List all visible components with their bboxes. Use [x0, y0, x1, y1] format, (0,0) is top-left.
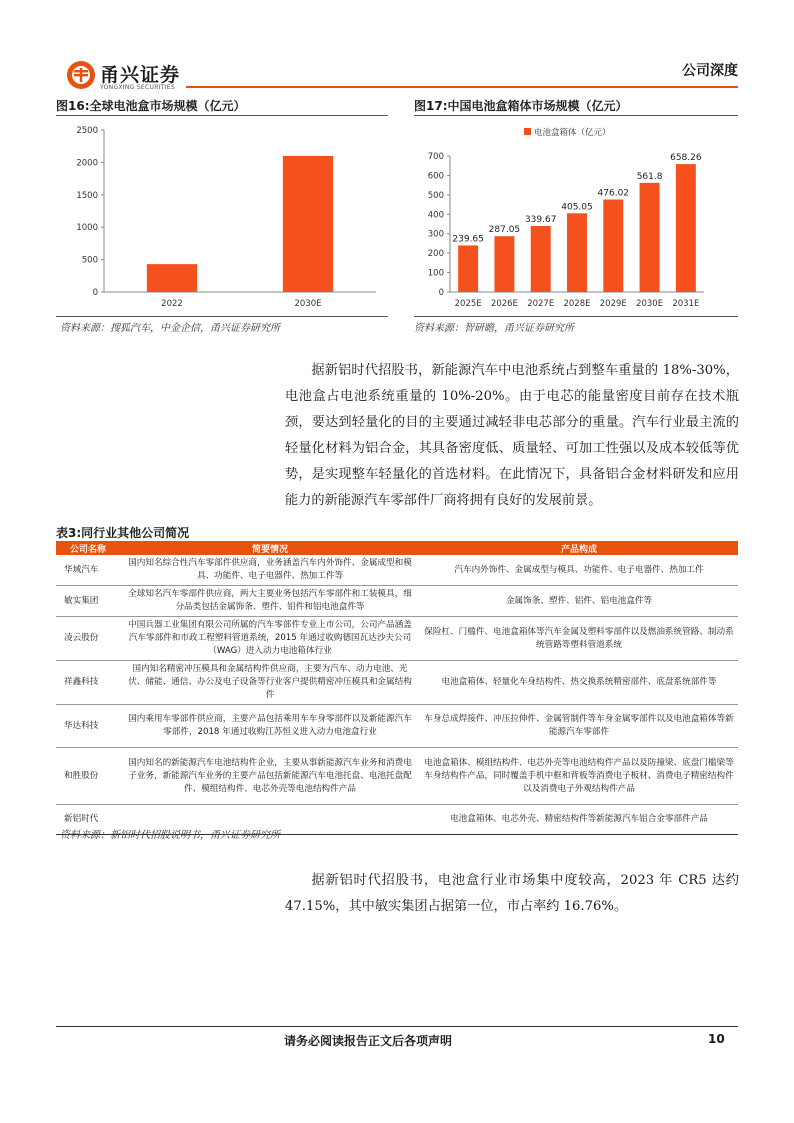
y-tick-label: 1500	[76, 190, 98, 201]
bar	[283, 156, 333, 292]
paragraph-1-text: 据新铝时代招股书，新能源汽车中电池系统占到整车重量的 18%-30%，电池盒占电池系统重量的 10%-20%。由于电芯的能量密度目前存在技术瓶颈，要达到轻量化的目的主要通过减轻非电芯部分的重量。汽车行业最主流的轻量化材料为铝合金，其具备密度低、质量轻、可加工性强以及成本较低等优势，是实现整车轻量化的首选材料。在此情况下，具备铝合金材料研发和应用能力的新能源汽车零部件厂商将拥有良好的发展前景。	[285, 363, 739, 508]
y-tick-label: 200	[427, 249, 444, 260]
company-products: 电池盒箱体、电芯外壳、精密结构件等新能源汽车铝合金零部件产品	[420, 805, 738, 835]
y-tick-label: 500	[81, 255, 98, 266]
data-label: 658.26	[670, 153, 702, 164]
bar	[676, 164, 696, 292]
table-title: 表3:同行业其他公司简况	[56, 526, 190, 540]
paragraph-2-text: 据新铝时代招股书，电池盒行业市场集中度较高，2023 年 CR5 达约 47.15%，其中敏实集团占据第一位，市占率约 16.76%。	[285, 873, 739, 914]
header-rule	[186, 86, 738, 88]
y-tick-label: 100	[427, 268, 444, 279]
data-label: 476.02	[597, 188, 630, 199]
x-tick-label: 2025E	[454, 299, 482, 309]
footer-disclaimer: 请务必阅读报告正文后各项声明	[284, 1034, 453, 1048]
body-paragraph-1	[285, 358, 739, 514]
company-summary: 国内知名综合性汽车零部件供应商，业务涵盖汽车内外饰件、金属成型和模具、功能件、电子电器件、热加工件等	[120, 555, 420, 586]
body-paragraph-2	[285, 868, 739, 920]
company-summary: 中国兵器工业集团有限公司所属的汽车零部件专业上市公司，公司产品涵盖汽车零部件和市政工程塑料管道系统，2015 年通过收购德国瓦达沙夫公司（WAG）进入动力电池箱体行业	[120, 617, 420, 661]
y-tick-label: 0	[438, 288, 444, 298]
figure16-rule	[56, 115, 388, 116]
company-products: 金属饰条、塑件、铝件、铝电池盒件等	[420, 586, 738, 617]
y-tick-label: 300	[427, 229, 444, 240]
table-row	[56, 555, 738, 586]
table-row	[56, 586, 738, 617]
brand-name-en: YONGXING SECURITIES	[100, 84, 175, 91]
company-name: 敏实集团	[56, 586, 120, 617]
x-tick-label: 2027E	[527, 299, 555, 309]
peer-company-table	[56, 541, 738, 835]
bar	[603, 200, 623, 292]
y-tick-label: 2500	[76, 126, 98, 136]
company-summary: 国内乘用车零部件供应商，主要产品包括乘用车车身零部件以及新能源汽车零部件，2018 年通过收购江苏恒义进入动力电池盒行业	[120, 705, 420, 748]
company-products: 保险杠、门槛件、电池盒箱体等汽车金属及塑料零部件以及燃油系统管路、制动系统管路等塑料管道系统	[420, 617, 738, 661]
figure17-rule	[414, 115, 738, 116]
brand-name: 甬兴证券	[100, 64, 181, 86]
table-header-cell: 公司名称	[56, 541, 120, 555]
bar	[567, 213, 587, 292]
section-label: 公司深度	[682, 63, 738, 79]
table-source: 资料来源：新铝时代招股说明书，甬兴证券研究所	[60, 830, 280, 841]
y-tick-label: 700	[427, 152, 444, 162]
company-name: 凌云股份	[56, 617, 120, 661]
x-tick-label: 2030E	[294, 299, 322, 309]
y-tick-label: 400	[427, 210, 444, 221]
table-row	[56, 705, 738, 748]
table-row	[56, 748, 738, 805]
company-products: 车身总成焊接件、冲压拉伸件、金属管制件等车身金属零部件以及电池盒箱体等新能源汽车零部件	[420, 705, 738, 748]
x-tick-label: 2022	[161, 299, 183, 309]
x-tick-label: 2031E	[672, 299, 700, 309]
page-number: 10	[708, 1032, 725, 1046]
x-tick-label: 2028E	[563, 299, 591, 309]
company-name: 和胜股份	[56, 748, 120, 805]
y-tick-label: 600	[427, 171, 444, 182]
data-label: 287.05	[488, 225, 521, 236]
data-label: 561.8	[636, 171, 663, 182]
figure17-chart	[412, 118, 738, 314]
company-name: 华达科技	[56, 705, 120, 748]
bar	[531, 226, 551, 292]
figure17-source: 资料来源：智研瞻，甬兴证券研究所	[414, 323, 574, 334]
y-tick-label: 2000	[76, 158, 98, 169]
figure16-source: 资料来源：搜狐汽车，中金企信，甬兴证券研究所	[60, 323, 280, 334]
x-tick-label: 2026E	[490, 299, 518, 309]
legend-label: 电池盒箱体（亿元）	[534, 128, 611, 138]
legend-swatch	[524, 128, 531, 135]
brand-logo-icon	[66, 60, 96, 90]
y-tick-label: 1000	[76, 223, 98, 234]
table-header-cell: 产品构成	[420, 541, 738, 555]
data-label: 339.67	[524, 215, 557, 226]
figure17-title: 图17:中国电池盒箱体市场规模（亿元）	[414, 99, 628, 113]
company-summary: 全球知名汽车零部件供应商，两大主要业务包括汽车零部件和工装模具，细分品类包括金属饰条、塑件、铝件和铝电池盒件等	[120, 586, 420, 617]
bar	[640, 183, 660, 292]
y-tick-label: 0	[92, 288, 98, 298]
table-row	[56, 617, 738, 661]
figure16-title: 图16:全球电池盒市场规模（亿元）	[56, 99, 246, 113]
y-tick-label: 500	[427, 190, 444, 201]
footer-rule	[56, 1026, 738, 1027]
figure17-bottom-rule	[414, 316, 738, 317]
data-label: 239.65	[452, 234, 484, 245]
table-header-cell: 简要情况	[120, 541, 420, 555]
figure16-bottom-rule	[56, 316, 388, 317]
figure16-chart	[56, 118, 390, 314]
company-summary: 国内知名的新能源汽车电池结构件企业，主要从事新能源汽车业务和消费电子业务，新能源汽车业务的主要产品包括新能源汽车电池托盘、电池托盘配件、模组结构件、电芯外壳等电池结构件产品	[120, 748, 420, 805]
x-tick-label: 2029E	[599, 299, 627, 309]
bar	[147, 264, 197, 292]
company-name: 祥鑫科技	[56, 661, 120, 705]
company-products: 电池盒箱体、轻量化车身结构件、热交换系统精密部件、底盘系统部件等	[420, 661, 738, 705]
company-products: 汽车内外饰件、金属成型与模具、功能件、电子电器件、热加工件	[420, 555, 738, 586]
company-name: 新铝时代	[56, 805, 120, 835]
company-name: 华域汽车	[56, 555, 120, 586]
x-tick-label: 2030E	[636, 299, 664, 309]
data-label: 405.05	[561, 202, 593, 213]
table-header-row	[56, 541, 738, 555]
company-products: 电池盒箱体、模组结构件、电芯外壳等电池结构件产品以及防撞梁、底盘门槛梁等车身结构件产品，同时覆盖手机中框和背板等消费电子板材、消费电子精密结构件以及消费电子外观结构件产品	[420, 748, 738, 805]
table-row	[56, 661, 738, 705]
bar	[458, 245, 478, 292]
company-summary: 国内知名精密冲压模具和金属结构件供应商，主要为汽车、动力电池、光伏、储能、通信、办公及电子设备等行业客户提供精密冲压模具和金属结构件	[120, 661, 420, 705]
bar	[494, 236, 514, 292]
